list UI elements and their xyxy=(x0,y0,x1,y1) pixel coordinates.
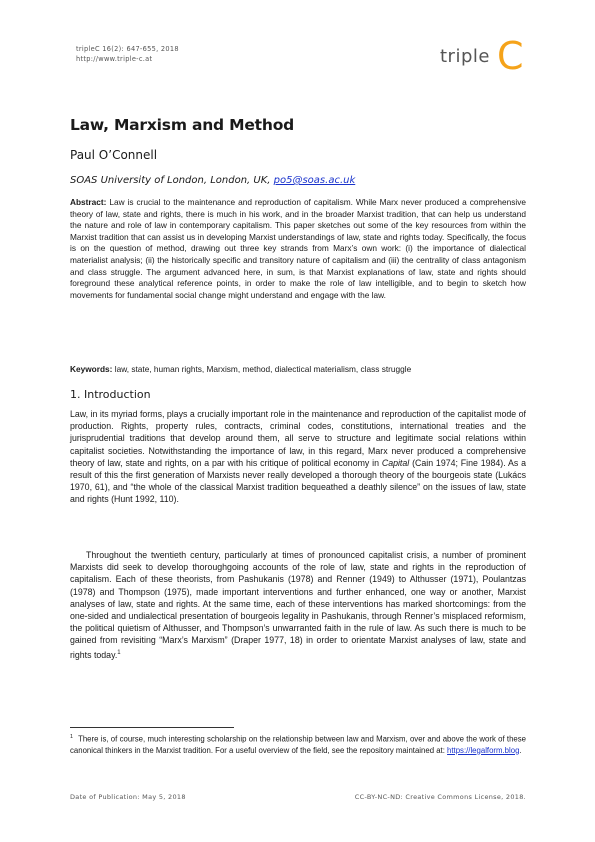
author-email-link[interactable]: po5@soas.ac.uk xyxy=(273,175,356,186)
footnote-ref-1[interactable]: 1 xyxy=(117,649,121,656)
body-paragraph-2 xyxy=(70,549,526,661)
logo-c-letter: C xyxy=(497,34,524,78)
publication-date: Date of Publication: May 5, 2018 xyxy=(70,793,186,801)
body-paragraph-1 xyxy=(70,408,526,506)
keywords-text: law, state, human rights, Marxism, method, dialectical materialism, class struggle xyxy=(114,364,412,374)
p1-text-b: (Cain 1974; Fine 1984). As a result of this the first generation of Marxists never really developed a thorough theory of the bourgeois state (Lukács 1970, 61), and “the whole of the classical Marxist tradition bequeathed a deathly silence” on the issues of law, state and rights (Hunt 1992, 110). xyxy=(70,457,526,505)
license-notice: CC-BY-NC-ND: Creative Commons License, 2018. xyxy=(354,793,526,801)
keywords xyxy=(70,364,526,376)
author-name: Paul O’Connell xyxy=(70,148,158,162)
abstract-label: Abstract: xyxy=(70,197,107,207)
abstract xyxy=(70,197,526,301)
footnote-text: There is, of course, much interesting scholarship on the relationship between law and Marxism, over and above the work of these canonical thinkers in the Marxist tradition. For a useful overview of the field, see the repository maintained at: xyxy=(70,734,526,755)
footnote-end: . xyxy=(519,745,522,755)
journal-header xyxy=(76,44,179,64)
p1-italic-capital: Capital xyxy=(381,457,410,468)
triplec-logo xyxy=(440,34,530,78)
abstract-text: Law is crucial to the maintenance and reproduction of capitalism. While Marx never produced a comprehensive theory of law, state and rights, there is much in his work, and in the broader Marxist tradition, that can help us understand the nature and role of law in contemporary capitalism. This paper sketches out some of the key resources from within the Marxist tradition that can assist us in developing Marxist understandings of law, state and rights today. Specifically, the focus is on the question of method, drawing out three key strands from Marx’s own work: (i) the importance of dialectical materialist analysis; (ii) the historically specific and transitory nature of capitalism and (iii) the centrality of class antagonism and class struggle. The argument advanced here, in sum, is that Marxist explanations of law, state and rights should foreground these analytical reference points, in order to make the role of law intelligible, and to begin to sketch how movements for fundamental social change might understand and engage with the law. xyxy=(70,197,526,300)
journal-url[interactable]: http://www.triple-c.at xyxy=(76,55,153,63)
keywords-label: Keywords: xyxy=(70,364,113,374)
footnote-link[interactable]: https://legalform.blog xyxy=(447,745,520,755)
footnote-divider xyxy=(70,727,234,728)
p2-text: Throughout the twentieth century, particularly at times of pronounced capitalist crisis, a number of prominent Marxists did seek to develop thoroughgoing accounts of the role of law, state and rights in the reproduction of capitalism. Each of these theorists, from Pashukanis (1978) and Renner (1949) to Althusser (1971), Poulantzas (1978) and Thompson (1975), made important interventions and further enhanced, one way or another, Marxist analyses of law, state and rights. At the same time, each of these interventions has marked shortcomings: from the one-sided and undialectical presentation of bourgeois legality in Pashukanis, through Renner’s misplaced reformism, the political quietism of Althusser, and Thompson’s unwarranted faith in the rule of law. As such there is much to be gained from revisiting “Marx’s Marxism” (Draper 1977, 18) in order to orientate Marxist analyses of law, state and rights today. xyxy=(70,550,526,660)
journal-reference: tripleC 16(2): 647-655, 2018 xyxy=(76,45,179,53)
affiliation-text: SOAS University of London, London, UK, xyxy=(70,175,274,186)
logo-wordmark: triple xyxy=(440,46,490,67)
footnote-number: 1 xyxy=(70,734,74,740)
section-heading: 1. Introduction xyxy=(70,388,151,401)
footnote-1 xyxy=(70,732,526,756)
article-title: Law, Marxism and Method xyxy=(70,116,295,134)
p1-text-a: Law, in its myriad forms, plays a crucially important role in the maintenance and reproduction of the capitalist mode of production. Rights, property rules, contracts, criminal codes, constitutions, international treaties and the jurisprudential traditions that develop around them, all serve to structure and legitimate social relations within capitalist societies. Notwithstanding the importance of law, in this regard, Marx never produced a comprehensive theory of law, state and rights, on a par with his critique of political economy in xyxy=(70,409,526,468)
author-affiliation xyxy=(70,175,355,186)
